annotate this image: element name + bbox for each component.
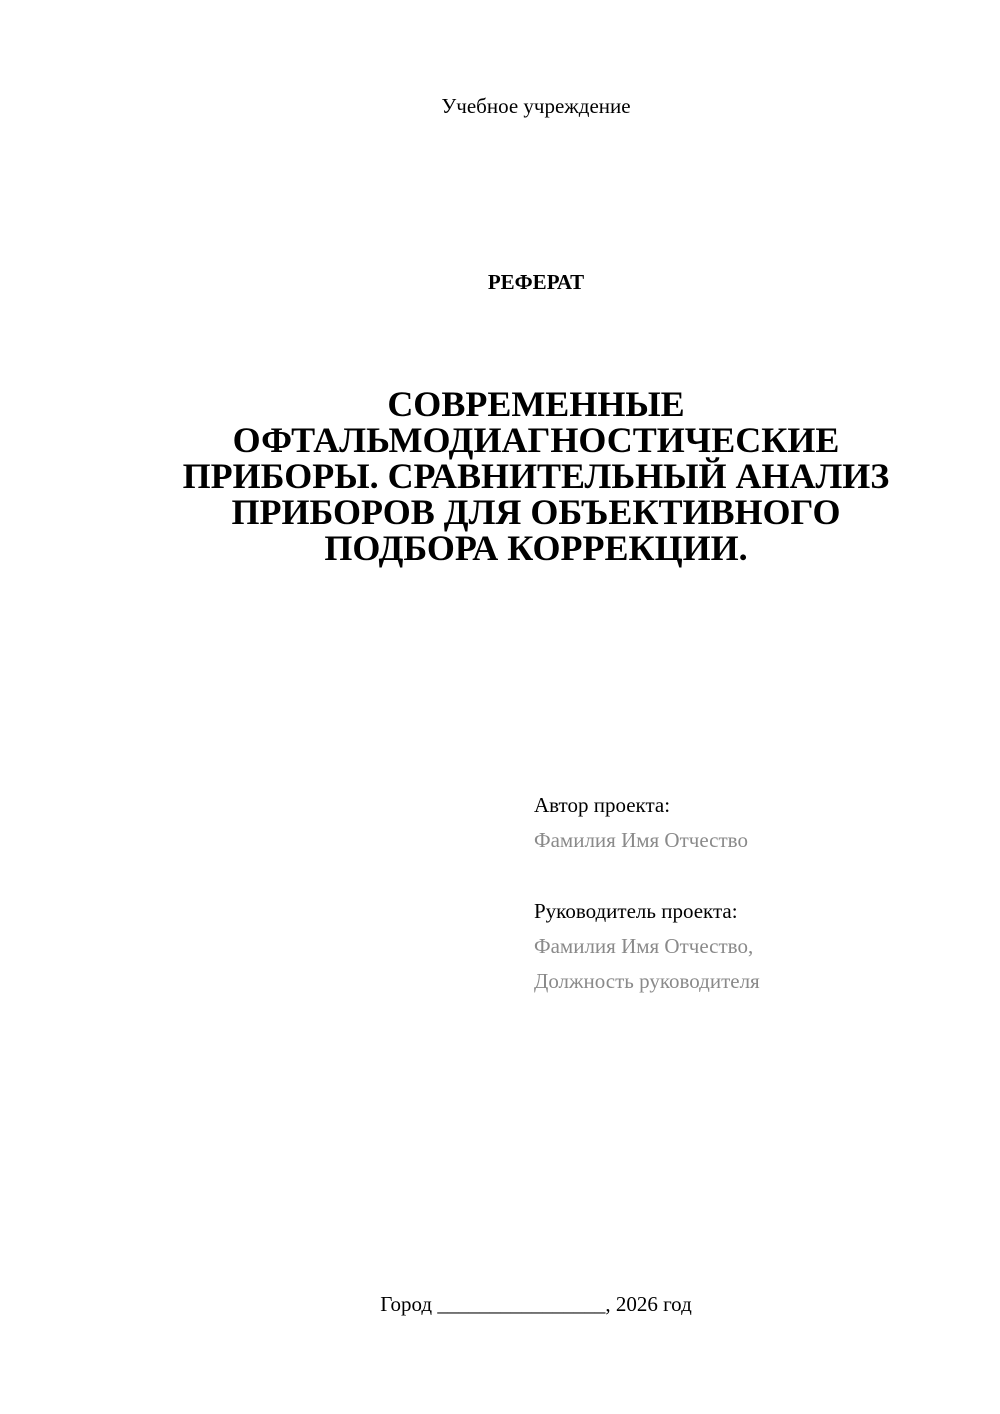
title-line-4: ПРИБОРОВ ДЛЯ ОБЪЕКТИВНОГО [231,492,841,532]
supervisor-position: Должность руководителя [534,969,760,993]
city-year-line: Город ________________, 2026 год [380,1292,692,1316]
credits-spacer [534,858,974,894]
author-name: Фамилия Имя Отчество [534,828,748,852]
institution-name: Учебное учреждение [441,94,631,118]
credits-block [534,788,974,999]
document-type: РЕФЕРАТ [487,270,585,294]
title-line-5: ПОДБОРА КОРРЕКЦИИ. [324,528,748,568]
supervisor-label: Руководитель проекта: [534,899,738,923]
supervisor-name: Фамилия Имя Отчество, [534,934,754,958]
document-title [150,386,922,566]
author-label: Автор проекта: [534,793,671,817]
title-line-3: ПРИБОРЫ. СРАВНИТЕЛЬНЫЙ АНАЛИЗ [182,456,890,496]
title-line-2: ОФТАЛЬМОДИАГНОСТИЧЕСКИЕ [232,420,840,460]
title-line-1: СОВРЕМЕННЫЕ [387,384,685,424]
